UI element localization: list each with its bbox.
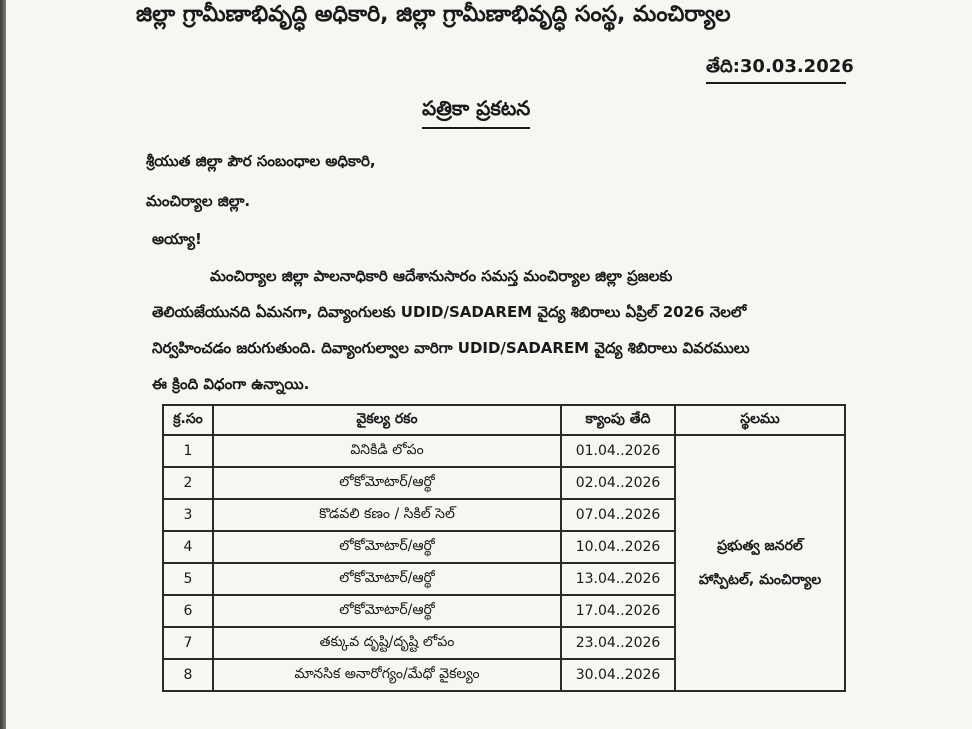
body-line-3: నిర్వహించడం జరుగుతుంది. దివ్యాంగుల్వాల వారిగా UDID/SADAREM వైద్య శిబిరాలు వివరములు	[152, 339, 750, 357]
header-camp-date: క్యాంపు తేది	[561, 405, 675, 435]
row-sno: 4	[163, 531, 213, 563]
venue-cell	[675, 435, 845, 691]
body-line-2: తెలియజేయునది ఏమనగా, దివ్యాంగులకు UDID/SADAREM వైద్య శిబిరాలు ఏప్రిల్ 2026 నెలలో	[152, 303, 747, 321]
addressee-line-1: శ్రీయుత జిల్లా పౌర సంబంధాల అధికారి,	[146, 152, 376, 170]
row-date: 07.04..2026	[561, 499, 675, 531]
office-header: జిల్లా గ్రామీణాభివృద్ధి అధికారి, జిల్లా గ్రామీణాభివృద్ధి సంస్థ, మంచిర్యాల	[136, 2, 731, 27]
row-date: 30.04..2026	[561, 659, 675, 691]
salutation: అయ్యా!	[152, 230, 202, 248]
row-date: 01.04..2026	[561, 435, 675, 467]
row-type: లోకోమోటార్/ఆర్థో	[213, 467, 561, 499]
row-sno: 5	[163, 563, 213, 595]
row-type: మానసిక అనారోగ్యం/మేధో వైకల్యం	[213, 659, 561, 691]
table-header-row	[163, 405, 845, 435]
row-sno: 7	[163, 627, 213, 659]
row-date: 02.04..2026	[561, 467, 675, 499]
row-date: 10.04..2026	[561, 531, 675, 563]
row-type: తక్కువ దృష్టి/దృష్టి లోపం	[213, 627, 561, 659]
header-disability-type: వైకల్య రకం	[213, 405, 561, 435]
addressee-line-2: మంచిర్యాల జిల్లా.	[146, 192, 251, 210]
body-line-4: ఈ క్రింది విధంగా ఉన్నాయి.	[152, 375, 310, 393]
row-sno: 3	[163, 499, 213, 531]
body-line-1: మంచిర్యాల జిల్లా పాలనాధికారి ఆదేశానుసారం సమస్త మంచిర్యాల జిల్లా ప్రజలకు	[210, 267, 673, 285]
row-sno: 1	[163, 435, 213, 467]
table-row	[163, 435, 845, 467]
row-type: లోకోమోటార్/ఆర్థో	[213, 531, 561, 563]
row-type: వినికిడి లోపం	[213, 435, 561, 467]
row-date: 13.04..2026	[561, 563, 675, 595]
venue-line-2: హాస్పిటల్, మంచిర్యాల	[698, 572, 822, 588]
header-sno: క్ర.సం	[163, 405, 213, 435]
venue-line-1: ప్రభుత్వ జనరల్	[717, 538, 803, 554]
row-type: కొడవలి కణం / సికిల్ సెల్	[213, 499, 561, 531]
row-type: లోకోమోటార్/ఆర్థో	[213, 563, 561, 595]
row-sno: 2	[163, 467, 213, 499]
camp-schedule-table	[162, 404, 846, 692]
notice-title: పత్రికా ప్రకటన	[422, 96, 530, 129]
document-page	[6, 0, 972, 729]
row-date: 23.04..2026	[561, 627, 675, 659]
row-sno: 8	[163, 659, 213, 691]
header-venue: స్థలము	[675, 405, 845, 435]
row-date: 17.04..2026	[561, 595, 675, 627]
document-date: తేది:30.03.2026	[706, 56, 846, 84]
row-sno: 6	[163, 595, 213, 627]
row-type: లోకోమోటార్/ఆర్థో	[213, 595, 561, 627]
